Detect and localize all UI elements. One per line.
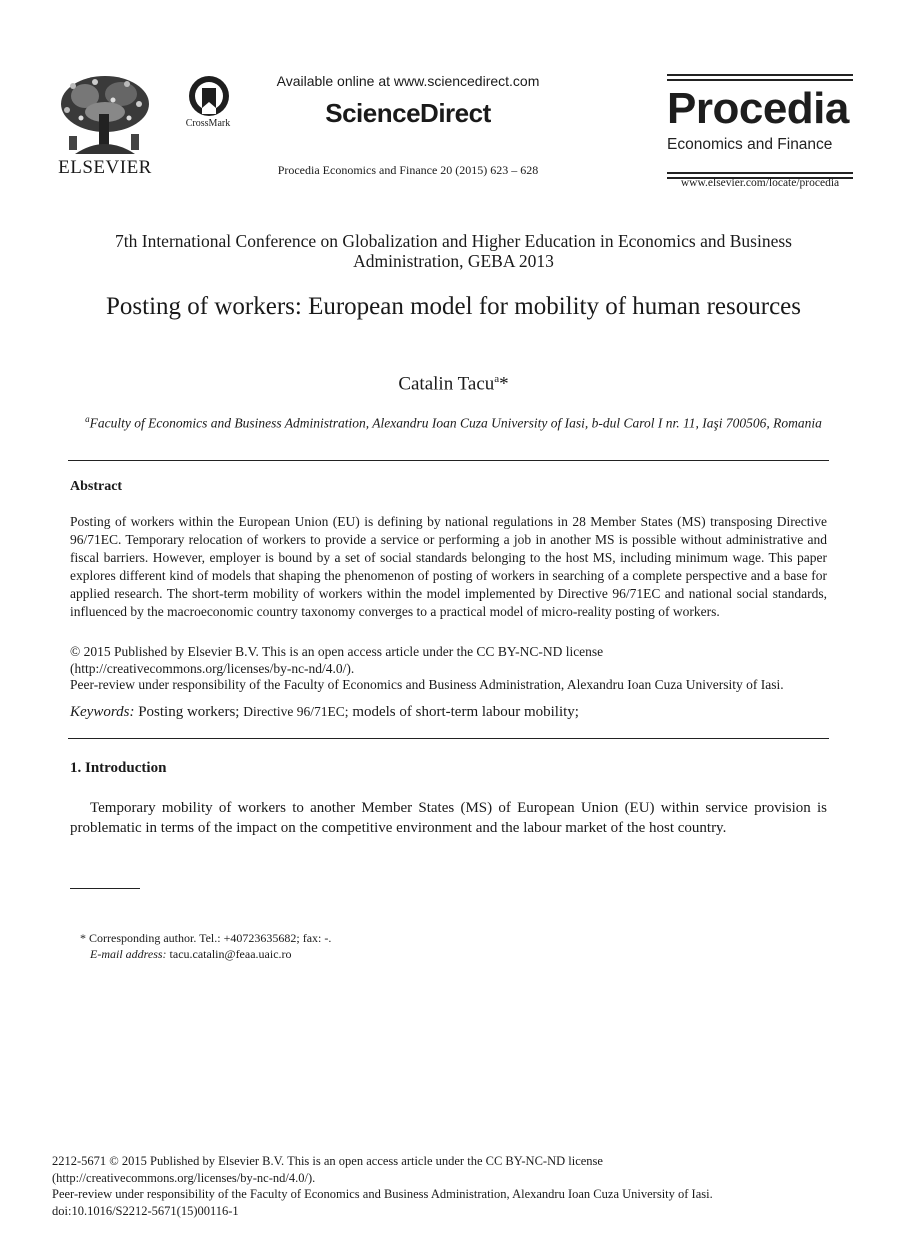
keywords-line [70,704,827,721]
keyword-item: Directive 96/71EC; [243,704,349,719]
affiliation-line [60,411,847,432]
author-corresponding-mark: * [499,373,509,395]
keyword-item: Posting workers; [138,704,240,720]
author-affiliation-mark: a [494,373,500,385]
keyword-item: models of short-term labour mobility; [352,704,579,720]
sciencedirect-wordmark: ScienceDirect [325,98,491,128]
doi-line[interactable]: doi:10.1016/S2212-5671(15)00116-1 [52,1203,239,1218]
section-divider [68,460,829,461]
keywords-label: Keywords: [70,704,135,720]
affiliation-mark: a [85,414,90,424]
journal-subtitle: Economics and Finance [667,136,833,153]
abstract-body: Posting of workers within the European Union (EU) is defining by national regulations in 28 Member States (MS) transposing Directive 96/71EC. Temporary relocation of workers to provide a service or performing a job in another MS is possible without administrative and fiscal barriers. However, employer is bound by a set of social standards belonging to the host MS, including minimum wage. This paper explores different kind of models that shaping the phenomenon of posting of workers in searching of a complete perspective and a base for applied research. The short-term mobility of workers within the model implemented by Directive 96/71EC and national social standards, influenced by the macroeconomic country taxonomy converges to a practical model of micro-reality posting of workers. [70,514,827,619]
journal-name: Procedia [667,84,849,133]
available-online-note: Available online at www.sciencedirect.com [276,73,540,89]
abstract-heading: Abstract [70,479,123,494]
introduction-body: Temporary mobility of workers to another Member States (MS) of European Union (EU) within service provision is problematic in terms of the impact on the competitive environment and the labour market of the host country. [70,800,827,836]
email-label: E-mail address: [90,947,167,961]
license-link[interactable]: (http://creativecommons.org/licenses/by-nc-nd/4.0/). [70,660,355,676]
paper-title: Posting of workers: European model for mobility of human resources [106,293,801,320]
copyright-notice [70,644,827,694]
license-link[interactable]: (http://creativecommons.org/licenses/by-nc-nd/4.0/). [52,1170,316,1185]
peer-review-note: Peer-review under responsibility of the Faculty of Economics and Business Administration, Alexandru Ioan Cuza University of Iasi. [70,677,784,693]
copyright-line: © 2015 Published by Elsevier B.V. This is an open access article under the CC BY-NC-ND license [70,644,604,659]
journal-reference: Procedia Economics and Finance 20 (2015) 623 – 628 [277,163,539,177]
footnote-divider [70,888,140,889]
crossmark-label: CrossMark [185,118,231,129]
peer-review-note: Peer-review under responsibility of the Faculty of Economics and Business Administration, Alexandru Ioan Cuza University of Iasi. [52,1187,713,1201]
introduction-heading: 1. Introduction [70,760,167,776]
issn-copyright-line: 2212-5671 © 2015 Published by Elsevier B.V. This is an open access article under the CC BY-NC-ND license [52,1154,603,1168]
journal-url-link[interactable]: www.elsevier.com/locate/procedia [680,177,840,189]
corresponding-author-note: * Corresponding author. Tel.: +40723635682; fax: -. [80,931,332,945]
author-line [300,373,607,395]
author-name: Catalin Tacu [398,373,495,395]
affiliation-text: Faculty of Economics and Business Administration, Alexandru Ioan Cuza University of Iasi, b-dul Carol I nr. 11, Iaşi 700506, Romania [89,415,822,431]
email-note [90,947,292,962]
section-divider [68,738,829,739]
email-address[interactable]: tacu.catalin@feaa.uaic.ro [169,947,292,961]
publisher-wordmark: ELSEVIER [58,157,152,178]
bottom-matter [52,1153,852,1219]
conference-name: 7th International Conference on Globalization and Higher Education in Economics and Business Administration, GEBA 2013 [115,231,792,271]
